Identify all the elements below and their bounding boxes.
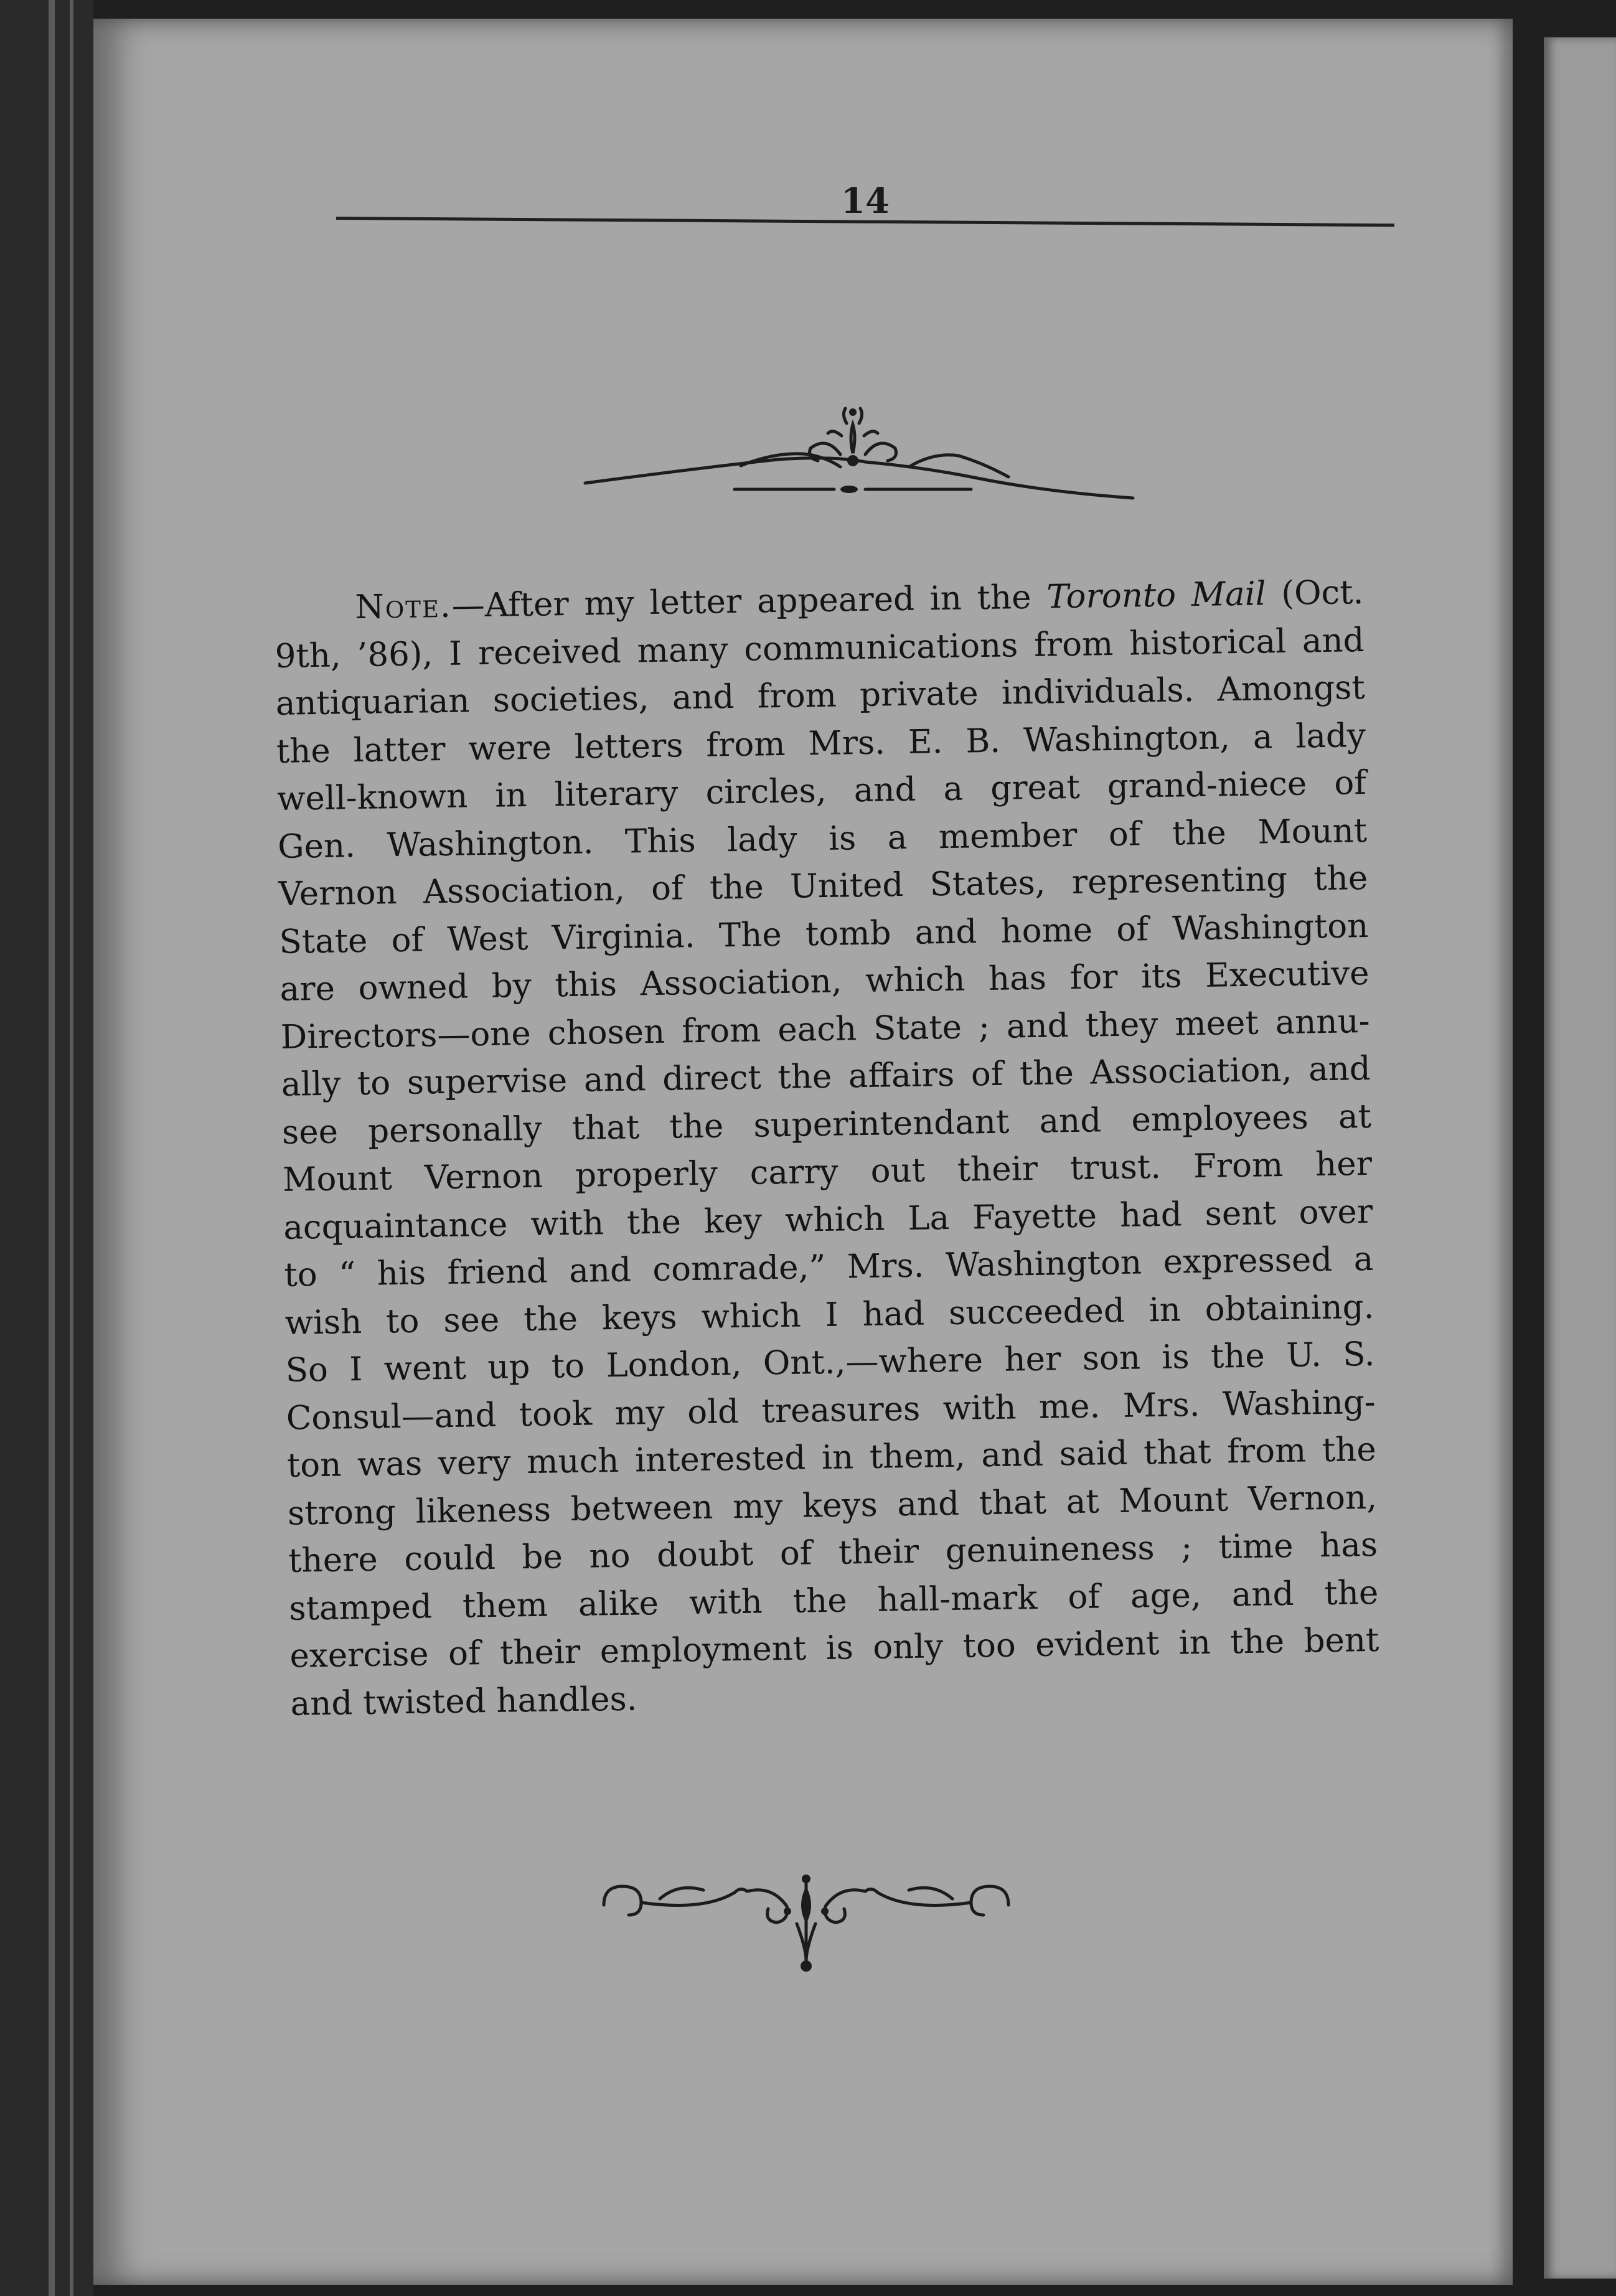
note-line: State of West Virginia. The tomb and home of Washington <box>279 906 1369 961</box>
note-line: to “ his friend and comrade,” Mrs. Washington expressed a <box>283 1240 1374 1294</box>
top-ornament <box>573 398 1145 504</box>
note-line: are owned by this Association, which has for its Executive <box>280 954 1369 1009</box>
note-line: Vernon Association, of the United States, representing the <box>278 859 1368 913</box>
note-line: antiquarian societies, and from private individuals. Amongst <box>275 669 1366 723</box>
note-line: well-known in literary circles, and a great grand-niece of <box>276 764 1367 818</box>
note-line: there could be no doubt of their genuineness ; time has <box>288 1525 1378 1580</box>
note-line: Consul—and took my old treasures with me. Mrs. Washing- <box>286 1383 1376 1437</box>
note-line: ally to supervise and direct the affairs of the Association, and <box>281 1049 1371 1104</box>
note-paragraph <box>274 569 1380 1728</box>
binding-stripe <box>70 0 73 2296</box>
note-line: acquaintance with the key which La Fayette had sent over <box>283 1192 1373 1247</box>
note-lead-word: Note. <box>355 586 453 627</box>
note-line: see personally that the superintendant and employees at <box>281 1097 1372 1152</box>
note-line: the latter were letters from Mrs. E. B. Washington, a lady <box>276 716 1366 771</box>
page-number: 14 <box>841 181 890 222</box>
note-line: Directors—one chosen from each State ; and they meet annu- <box>280 1002 1371 1056</box>
bottom-ornament <box>591 1868 1021 1986</box>
note-line: ton was very much interested in them, and said that from the <box>286 1430 1377 1485</box>
note-line: 9th, ’86), I received many communications from historical and <box>275 621 1365 675</box>
note-line: strong likeness between my keys and that at Mount Vernon, <box>287 1478 1378 1533</box>
note-line: exercise of their employment is only too evident in the bent <box>289 1621 1379 1675</box>
note-line: and twisted handles. <box>290 1680 637 1723</box>
binding-stripe <box>49 0 55 2296</box>
note-line: Mount Vernon properly carry out their trust. From her <box>282 1144 1373 1199</box>
newspaper-title: Toronto Mail <box>1046 575 1267 616</box>
note-line: Gen. Washington. This lady is a member of the Mount <box>277 811 1368 866</box>
note-line: Note.—After my letter appeared in the Toronto Mail (Oct. <box>355 573 1364 627</box>
note-line: stamped them alike with the hall-mark of age, and the <box>288 1573 1379 1628</box>
note-line: So I went up to London, Ont.,—where her son is the U. S. <box>285 1335 1375 1390</box>
adjacent-page-edge <box>1544 37 1616 2279</box>
binding-edge <box>0 0 93 2296</box>
note-line: wish to see the keys which I had succeeded in obtaining. <box>284 1287 1374 1342</box>
